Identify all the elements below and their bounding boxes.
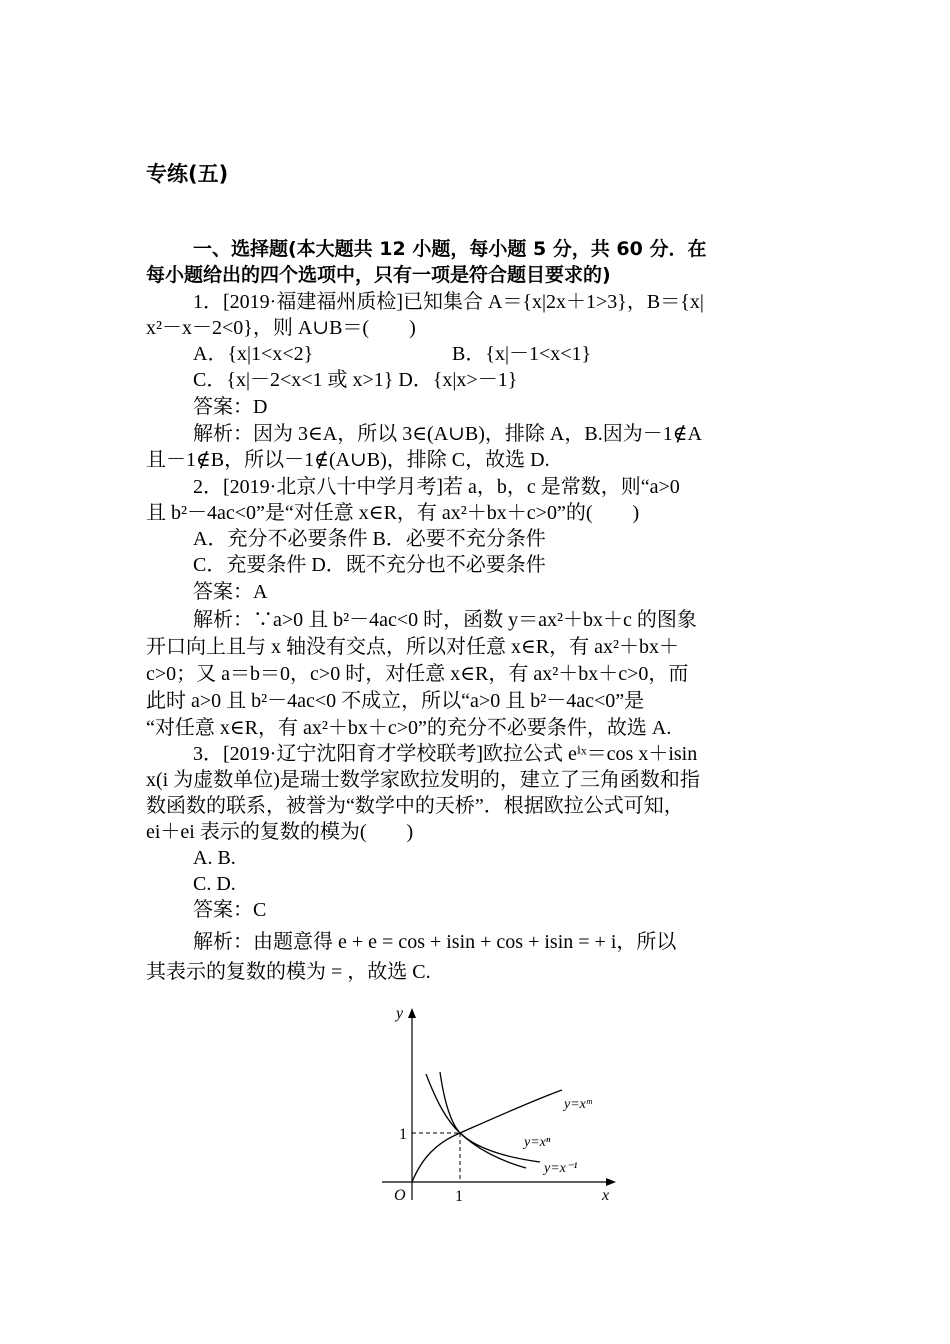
y-axis-arrow [408, 1008, 416, 1018]
q3-options-cd: C. D. [193, 873, 236, 895]
q2-explanation-line5: “对任意 x∈R，有 ax²＋bx＋c>0”的充分不必要条件，故选 A. [146, 717, 672, 739]
x-axis-arrow [606, 1178, 616, 1186]
q1-stem-line2: x²－x－2<0}，则 A∪B＝( ) [146, 317, 416, 339]
y-axis-label: y [396, 1005, 404, 1022]
q2-options-ab: A．充分不必要条件 B．必要不充分条件 [193, 528, 546, 550]
q2-explanation-line2: 开口向上且与 x 轴没有交点，所以对任意 x∈R，有 ax²＋bx＋ [146, 636, 680, 658]
q2-answer: 答案：A [193, 581, 268, 603]
section-heading-line1: 一、选择题(本大题共 12 小题，每小题 5 分，共 60 分．在 [193, 238, 707, 260]
q3-stem-line3: 数函数的联系，被誉为“数学中的天桥”．根据欧拉公式可知， [146, 795, 684, 817]
q3-explanation-line1: 解析：由题意得 e + e = cos + isin + cos + isin = + i，所以 [193, 931, 677, 953]
q2-explanation-line3: c>0；又 a＝b＝0，c>0 时，对任意 x∈R，有 ax²＋bx＋c>0，而 [146, 663, 689, 685]
q2-stem-line2: 且 b²－4ac<0”是“对任意 x∈R，有 ax²＋bx＋c>0”的( ) [146, 502, 640, 524]
q3-stem-line2: x(i 为虚数单位)是瑞士数学家欧拉发明的，建立了三角函数和指 [146, 769, 700, 791]
q3-options-ab: A. B. [193, 847, 236, 869]
q1-explanation-line2: 且－1∉B，所以－1∉(A∪B)，排除 C，故选 D. [146, 449, 550, 471]
q1-stem-line1: 1．[2019·福建福州质检]已知集合 A＝{x|2x＋1>3}，B＝{x| [193, 291, 704, 313]
q1-answer: 答案：D [193, 396, 268, 418]
origin-label: O [394, 1187, 406, 1204]
curve-x-n [426, 1074, 526, 1168]
y-tick-1: 1 [399, 1126, 407, 1143]
q2-stem-line1: 2．[2019·北京八十中学月考]若 a，b，c 是常数，则“a>0 [193, 476, 680, 498]
q3-explanation-line2: 其表示的复数的模为 = ，故选 C. [146, 961, 431, 983]
q1-option-b: B．{x|－1<x<1} [452, 343, 592, 365]
power-function-graph [374, 1000, 624, 1215]
q3-stem-line1: 3．[2019·辽宁沈阳育才学校联考]欧拉公式 eⁱˣ＝cos x＋isin [193, 743, 698, 765]
page-title: 专练(五) [146, 162, 229, 186]
label-curve-x-n: y=xⁿ [524, 1135, 551, 1150]
q3-answer: 答案：C [193, 899, 267, 921]
q2-explanation-line1: 解析：∵a>0 且 b²－4ac<0 时，函数 y＝ax²＋bx＋c 的图象 [193, 609, 697, 631]
section-heading-line2: 每小题给出的四个选项中，只有一项是符合题目要求的) [146, 264, 611, 286]
x-tick-1: 1 [455, 1188, 463, 1205]
q1-option-a: A．{x|1<x<2} [193, 343, 314, 365]
label-curve-x-inverse: y=x⁻¹ [544, 1161, 578, 1176]
q3-stem-line4: ei＋ei 表示的复数的模为( ) [146, 821, 414, 843]
q1-explanation-line1: 解析：因为 3∈A，所以 3∈(A∪B)，排除 A，B.因为－1∉A [193, 423, 702, 445]
q2-options-cd: C．充要条件 D．既不充分也不必要条件 [193, 554, 546, 576]
label-curve-x-m: y=xᵐ [564, 1097, 592, 1112]
q1-options-cd: C．{x|－2<x<1 或 x>1} D．{x|x>－1} [193, 369, 518, 391]
x-axis-label: x [602, 1187, 610, 1204]
q2-explanation-line4: 此时 a>0 且 b²－4ac<0 不成立，所以“a>0 且 b²－4ac<0”是 [146, 690, 645, 712]
